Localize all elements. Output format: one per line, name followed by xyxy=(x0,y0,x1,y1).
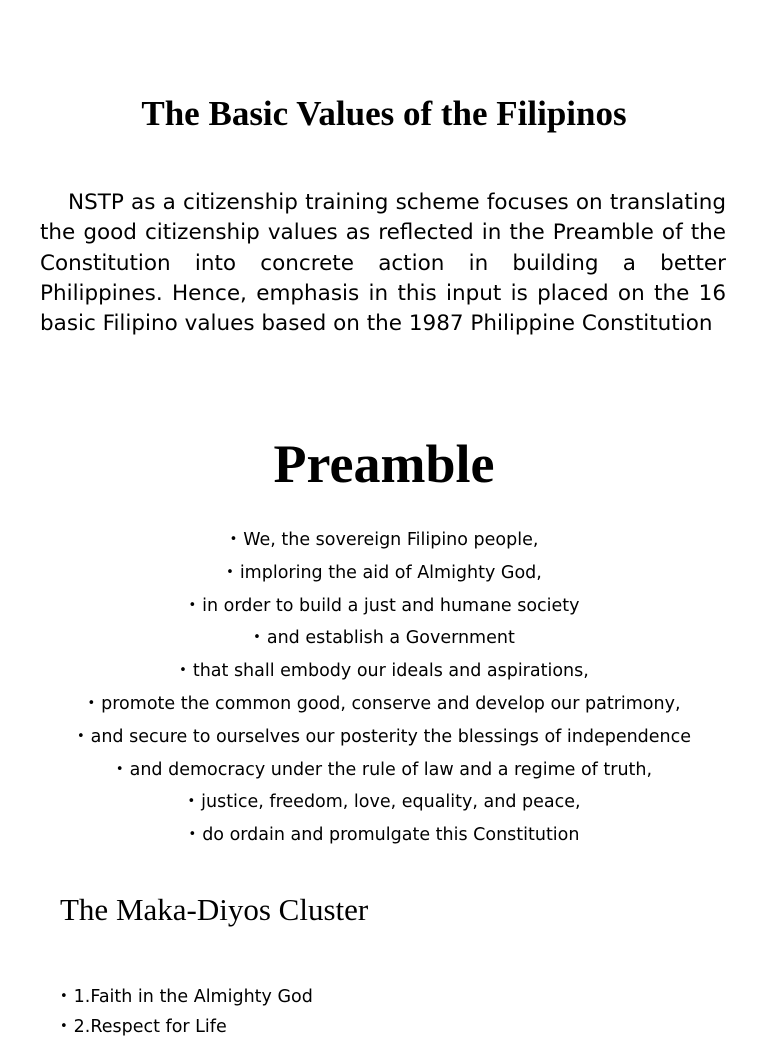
bullet-icon: • xyxy=(188,597,197,613)
cluster-item-text: 2.Respect for Life xyxy=(73,1017,227,1037)
intro-paragraph: NSTP as a citizenship training scheme focuses on translating the good citizenship values as reflected in the Preamble of the Constitution into concrete action in building a better Philippines. Hence, emphasis in this input is placed on the 16 basic Filipino values based on the 1987 Philippine Constitution xyxy=(40,190,726,337)
cluster-item xyxy=(60,1012,313,1042)
preamble-line xyxy=(0,557,768,590)
preamble-heading: Preamble xyxy=(273,434,495,494)
bullet-icon: • xyxy=(115,761,124,777)
preamble-line xyxy=(0,721,768,754)
preamble-line xyxy=(0,655,768,688)
preamble-line xyxy=(0,524,768,557)
cluster-heading: The Maka-Diyos Cluster xyxy=(60,892,369,927)
preamble-line-text: that shall embody our ideals and aspirations, xyxy=(192,661,589,682)
bullet-icon: • xyxy=(60,989,68,1004)
preamble-line xyxy=(0,819,768,852)
preamble-line-text: and secure to ourselves our posterity the blessings of independence xyxy=(90,726,692,747)
bullet-icon: • xyxy=(76,728,85,744)
cluster-list xyxy=(60,982,313,1042)
bullet-icon: • xyxy=(229,532,238,547)
preamble-list xyxy=(0,524,768,852)
cluster-item-text: 1.Faith in the Almighty God xyxy=(73,987,313,1007)
preamble-line xyxy=(0,688,768,721)
preamble-line xyxy=(0,786,768,819)
bullet-icon: • xyxy=(188,827,197,843)
document-title: The Basic Values of the Filipinos xyxy=(141,94,627,133)
bullet-icon: • xyxy=(226,564,234,580)
preamble-line-text: promote the common good, conserve and develop our patrimony, xyxy=(101,693,681,714)
preamble-line xyxy=(0,622,768,655)
preamble-line xyxy=(0,754,768,787)
bullet-icon: • xyxy=(253,630,261,646)
preamble-line-text: and democracy under the rule of law and a regime of truth, xyxy=(129,759,653,780)
preamble-line-text: do ordain and promulgate this Constitution xyxy=(202,825,580,846)
bullet-icon: • xyxy=(187,794,196,810)
preamble-line-text: imploring the aid of Almighty God, xyxy=(239,562,542,583)
bullet-icon: • xyxy=(60,1019,68,1034)
preamble-line-text: We, the sovereign Filipino people, xyxy=(243,530,539,550)
cluster-item xyxy=(60,982,313,1012)
preamble-line-text: justice, freedom, love, equality, and peace, xyxy=(201,792,581,813)
bullet-icon: • xyxy=(179,663,187,679)
preamble-line xyxy=(0,590,768,623)
bullet-icon: • xyxy=(87,695,96,711)
preamble-line-text: and establish a Government xyxy=(266,628,515,649)
preamble-line-text: in order to build a just and humane society xyxy=(202,595,580,616)
